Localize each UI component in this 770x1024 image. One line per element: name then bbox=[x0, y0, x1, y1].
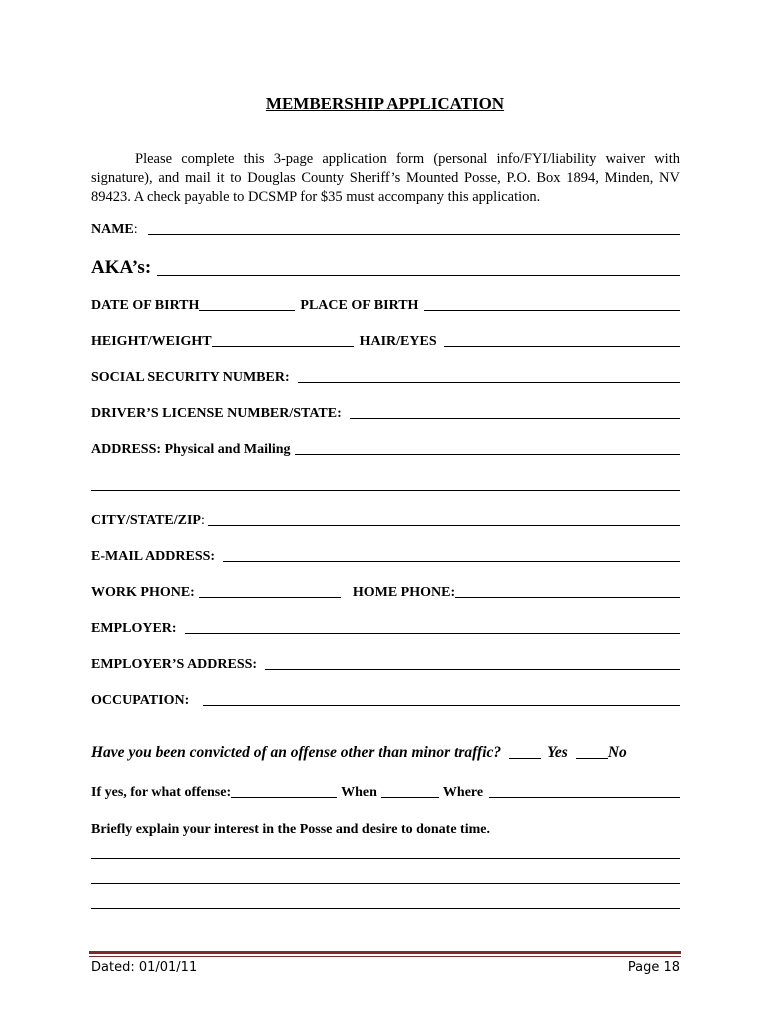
occupation-field[interactable] bbox=[203, 704, 680, 706]
offense-field[interactable] bbox=[231, 796, 337, 798]
employer-address-label: EMPLOYER’S ADDRESS: bbox=[91, 657, 258, 672]
conviction-no-label: No bbox=[607, 744, 627, 761]
interest-line-1[interactable] bbox=[91, 858, 680, 859]
height-weight-label: HEIGHT/WEIGHT bbox=[91, 334, 212, 349]
employer-address-field[interactable] bbox=[265, 668, 680, 670]
footer-rule-thin bbox=[89, 956, 681, 957]
ssn-row bbox=[91, 364, 680, 386]
conviction-no-field[interactable] bbox=[576, 757, 608, 759]
offense-when-label: When bbox=[341, 785, 377, 800]
conviction-question: Have you been convicted of an offense other than minor traffic? bbox=[91, 744, 502, 761]
city-row bbox=[91, 507, 680, 529]
aka-field[interactable] bbox=[157, 274, 680, 276]
conviction-yes-field[interactable] bbox=[509, 757, 541, 759]
employer-row bbox=[91, 615, 680, 637]
home-phone-field[interactable] bbox=[455, 596, 680, 598]
conviction-yes-label: Yes bbox=[547, 744, 568, 761]
offense-row bbox=[91, 779, 680, 801]
work-phone-label: WORK PHONE: bbox=[91, 585, 195, 600]
address-line-2[interactable] bbox=[91, 490, 680, 491]
footer-page-number: Page 18 bbox=[627, 960, 680, 975]
home-phone-label: HOME PHONE: bbox=[352, 585, 456, 600]
physical-row bbox=[91, 328, 680, 350]
email-row bbox=[91, 543, 680, 565]
offense-label: If yes, for what offense: bbox=[91, 785, 232, 800]
birth-row bbox=[91, 292, 680, 314]
interest-row bbox=[91, 816, 680, 838]
dob-label: DATE OF BIRTH bbox=[91, 298, 200, 313]
hair-eyes-field[interactable] bbox=[444, 345, 680, 347]
ssn-label: SOCIAL SECURITY NUMBER: bbox=[91, 370, 290, 385]
aka-label: AKA’s: bbox=[91, 257, 152, 278]
dl-label: DRIVER’S LICENSE NUMBER/STATE: bbox=[91, 406, 342, 421]
aka-row bbox=[91, 253, 680, 279]
height-weight-field[interactable] bbox=[212, 345, 354, 347]
pob-field[interactable] bbox=[424, 309, 680, 311]
work-phone-field[interactable] bbox=[199, 596, 341, 598]
dl-field[interactable] bbox=[350, 417, 680, 419]
email-label: E-MAIL ADDRESS: bbox=[91, 549, 216, 564]
conviction-row bbox=[91, 738, 680, 762]
email-field[interactable] bbox=[223, 560, 680, 562]
city-label: CITY/STATE/ZIP bbox=[91, 513, 201, 528]
employer-field[interactable] bbox=[185, 632, 680, 634]
city-colon: : bbox=[200, 513, 209, 528]
dob-field[interactable] bbox=[199, 309, 295, 311]
pob-label: PLACE OF BIRTH bbox=[300, 298, 419, 313]
footer-dated: Dated: 01/01/11 bbox=[91, 960, 198, 975]
phone-row bbox=[91, 579, 680, 601]
name-row bbox=[91, 216, 680, 238]
occupation-label: OCCUPATION: bbox=[91, 693, 190, 708]
employer-address-row bbox=[91, 651, 680, 673]
ssn-field[interactable] bbox=[298, 381, 680, 383]
interest-label: Briefly explain your interest in the Posse and desire to donate time. bbox=[91, 822, 490, 837]
dl-row bbox=[91, 400, 680, 422]
interest-line-3[interactable] bbox=[91, 908, 680, 909]
name-colon: : bbox=[133, 222, 149, 237]
address-field[interactable] bbox=[295, 453, 680, 455]
offense-when-field[interactable] bbox=[381, 796, 439, 798]
hair-eyes-label: HAIR/EYES bbox=[359, 334, 437, 349]
name-label: NAME bbox=[91, 222, 134, 237]
offense-where-field[interactable] bbox=[489, 796, 680, 798]
city-field[interactable] bbox=[208, 524, 680, 526]
address-label: ADDRESS: Physical and Mailing bbox=[91, 442, 291, 457]
offense-where-label: Where bbox=[442, 785, 484, 800]
interest-line-2[interactable] bbox=[91, 883, 680, 884]
name-field[interactable] bbox=[148, 233, 680, 235]
page-title: MEMBERSHIP APPLICATION bbox=[265, 94, 505, 113]
occupation-row bbox=[91, 687, 680, 709]
employer-label: EMPLOYER: bbox=[91, 621, 177, 636]
address-row bbox=[91, 436, 680, 458]
footer-rule-thick bbox=[89, 951, 681, 954]
instructions-paragraph: Please complete this 3-page application form (personal info/FYI/liability waiver with signature), and mail it to Douglas County Sheriff’s Mounted Posse, P.O. Box 1894, Minden, NV 89423. A check payable to DCSMP for $35 must accompany this application. bbox=[91, 151, 680, 205]
